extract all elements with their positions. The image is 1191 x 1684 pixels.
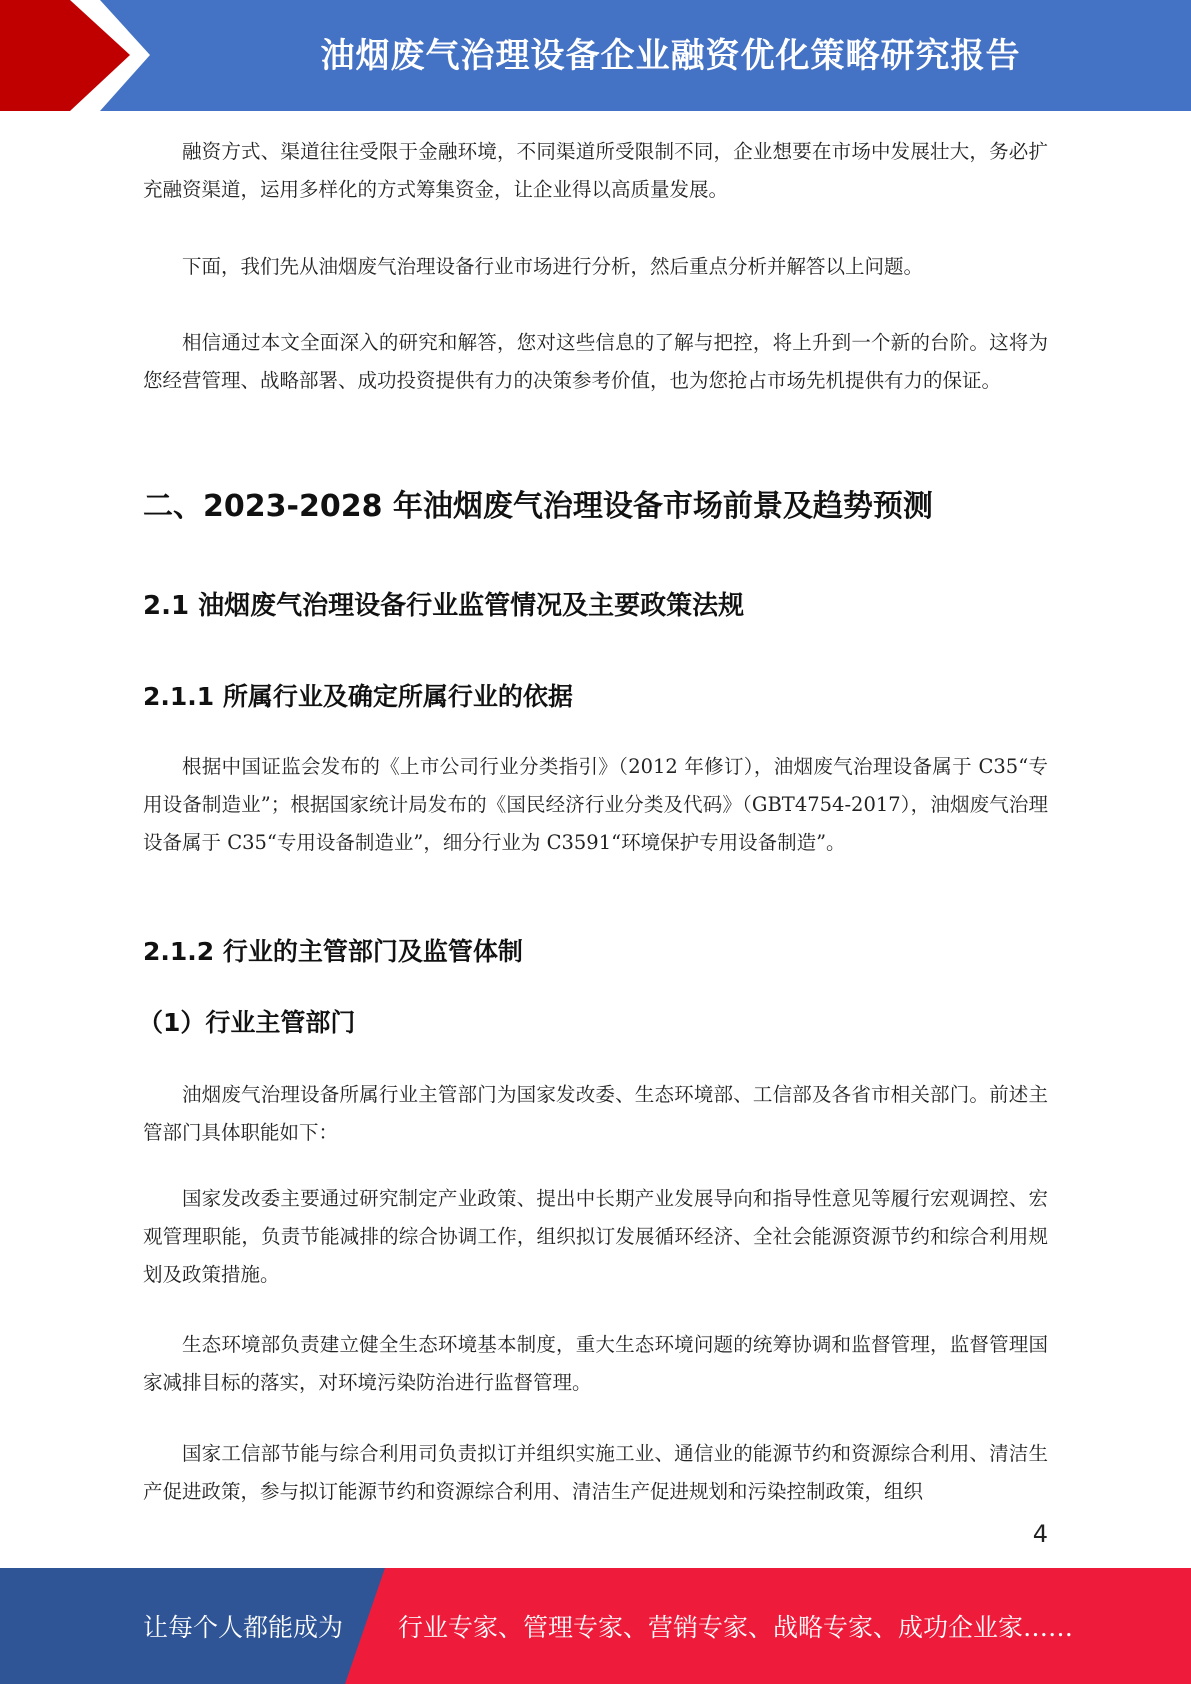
subsection-1-paragraph-3: 生态环境部负责建立健全生态环境基本制度，重大生态环境问题的统筹协调和监督管理，监督管理国家减排目标的落实，对环境污染防治进行监督管理。 xyxy=(143,1333,1048,1394)
section-2-heading: 二、2023-2028 年油烟废气治理设备市场前景及趋势预测 xyxy=(143,489,933,524)
page-footer xyxy=(0,1568,1191,1684)
footer-slogan-left: 让每个人都能成为 xyxy=(143,1613,344,1642)
section-2-1-2-heading: 2.1.2 行业的主管部门及监管体制 xyxy=(143,937,523,966)
intro-paragraph-1: 融资方式、渠道往往受限于金融环境，不同渠道所受限制不同，企业想要在市场中发展壮大，务必扩充融资渠道，运用多样化的方式筹集资金，让企业得以高质量发展。 xyxy=(143,140,1048,201)
page-number: 4 xyxy=(1032,1520,1048,1548)
subsection-1-heading: （1）行业主管部门 xyxy=(138,1008,356,1037)
subsection-1-paragraph-2: 国家发改委主要通过研究制定产业政策、提出中长期产业发展导向和指导性意见等履行宏观调控、宏观管理职能，负责节能减排的综合协调工作，组织拟订发展循环经济、全社会能源资源节约和综合利用规划及政策措施。 xyxy=(143,1187,1048,1286)
intro-paragraph-3: 相信通过本文全面深入的研究和解答，您对这些信息的了解与把控，将上升到一个新的台阶。这将为您经营管理、战略部署、成功投资提供有力的决策参考价值，也为您抢占市场先机提供有力的保证。 xyxy=(143,331,1048,392)
subsection-1-paragraph-1: 油烟废气治理设备所属行业主管部门为国家发改委、生态环境部、工信部及各省市相关部门。前述主管部门具体职能如下： xyxy=(143,1083,1048,1144)
section-2-1-heading: 2.1 油烟废气治理设备行业监管情况及主要政策法规 xyxy=(143,591,745,621)
subsection-1-paragraph-4: 国家工信部节能与综合利用司负责拟订并组织实施工业、通信业的能源节约和资源综合利用、清洁生产促进政策，参与拟订能源节约和资源综合利用、清洁生产促进规划和污染控制政策，组织 xyxy=(143,1442,1048,1503)
intro-paragraph-2: 下面，我们先从油烟废气治理设备行业市场进行分析，然后重点分析并解答以上问题。 xyxy=(182,255,924,278)
footer-slogan-right: 行业专家、管理专家、营销专家、战略专家、成功企业家…… xyxy=(398,1613,1074,1642)
page-header xyxy=(0,0,1191,111)
section-2-1-1-heading: 2.1.1 所属行业及确定所属行业的依据 xyxy=(143,682,573,711)
report-title: 油烟废气治理设备企业融资优化策略研究报告 xyxy=(320,36,1021,76)
section-2-1-1-paragraph: 根据中国证监会发布的《上市公司行业分类指引》（2012 年修订），油烟废气治理设备属于 C35“专用设备制造业”；根据国家统计局发布的《国民经济行业分类及代码》（GBT4754-2017），油烟废气治理设备属于 C35“专用设备制造业”，细分行业为 C3591“环境保护专用设备制造”。 xyxy=(143,755,1048,854)
